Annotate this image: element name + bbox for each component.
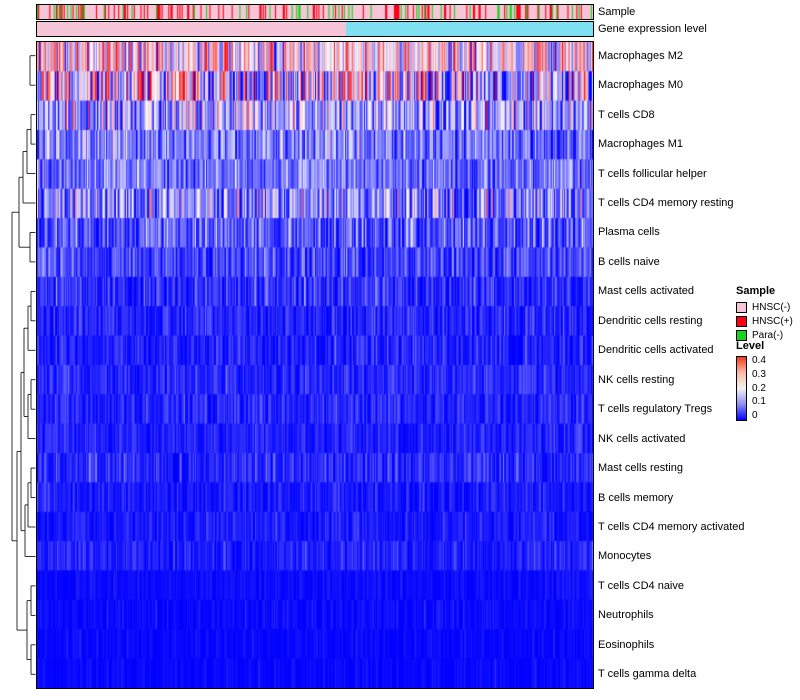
row-label: T cells CD4 memory resting <box>598 197 734 209</box>
legend-item-label: HNSC(+) <box>752 316 793 327</box>
row-label: Mast cells resting <box>598 462 683 475</box>
sample-legend-item <box>736 301 793 314</box>
legend-color-swatch <box>736 316 747 327</box>
row-label: Macrophages M1 <box>598 138 683 151</box>
row-label: T cells CD4 memory activated <box>598 521 745 533</box>
level-gradient-bar <box>736 356 747 421</box>
row-label: B cells naive <box>598 255 660 268</box>
level-tick-label: 0.3 <box>752 368 766 380</box>
row-dendrogram <box>10 41 36 689</box>
level-legend <box>736 340 766 421</box>
row-label: Neutrophils <box>598 609 654 622</box>
row-label: Macrophages M2 <box>598 49 683 62</box>
gene-expression-annotation-track <box>36 21 594 37</box>
row-label: Macrophages M0 <box>598 79 683 92</box>
row-label: B cells memory <box>598 491 674 504</box>
row-label: Eosinophils <box>598 638 655 651</box>
row-label: T cells CD8 <box>598 108 655 121</box>
row-label: T cells CD4 naive <box>598 579 684 592</box>
sample-legend <box>736 285 793 343</box>
sample-legend-item <box>736 315 793 328</box>
level-legend-title: Level <box>736 340 765 352</box>
row-label: T cells regulatory Tregs <box>598 403 713 416</box>
gene-expression-annotation-label: Gene expression level <box>598 23 707 35</box>
level-tick-label: 0 <box>752 410 758 421</box>
level-legend-gradient <box>736 356 766 421</box>
row-label: T cells gamma delta <box>598 668 697 681</box>
row-label: Plasma cells <box>598 226 660 239</box>
legend-item-label: HNSC(-) <box>752 302 791 313</box>
sample-annotation-label: Sample <box>598 6 636 18</box>
row-label: Dendritic cells resting <box>598 314 703 327</box>
legend-item-label: Para(-) <box>752 330 784 341</box>
level-tick-label: 0.1 <box>752 396 766 408</box>
level-tick-label: 0.4 <box>752 355 766 366</box>
sample-legend-title: Sample <box>736 285 776 297</box>
level-tick-label: 0.2 <box>752 382 766 394</box>
row-label: NK cells resting <box>598 373 675 386</box>
sample-annotation-track <box>36 4 594 20</box>
heatmap-body <box>36 41 594 689</box>
row-label-column <box>598 41 745 689</box>
row-label: T cells follicular helper <box>598 167 707 180</box>
row-label: Mast cells activated <box>598 285 694 298</box>
row-label: Monocytes <box>598 550 652 563</box>
legend-color-swatch <box>736 302 747 313</box>
row-label: Dendritic cells activated <box>598 344 714 357</box>
row-label: NK cells activated <box>598 432 686 445</box>
